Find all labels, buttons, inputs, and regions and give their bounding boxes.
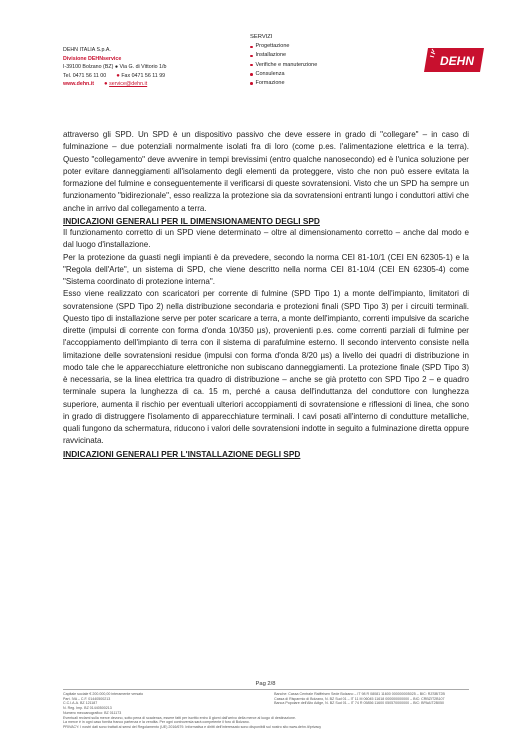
service-label: Installazione: [255, 52, 287, 59]
footer-note: Eventuali reclami sulla merce devono, sotto pena di scadenza, essere fatti per iscritto entro 8 giorni dall'arrivo della merce al luogo di destinazione.: [63, 715, 297, 720]
footer-line: Numero meccanografico: BZ 011173: [63, 710, 122, 715]
division-name: Divisione DEHNservice: [63, 55, 122, 62]
footer-note: La merce è in ogni caso fornita franco partenza e la vendita. Per ogni controversia sarà competente il foro di Bolzano.: [63, 720, 250, 725]
phone-number: Tel. 0471 56 11 00: [63, 72, 107, 79]
service-label: Progettazione: [255, 43, 290, 50]
company-block: [63, 46, 166, 89]
paragraph: Il funzionamento corretto di un SPD viene determinato – oltre al dimensionamento corretto – anche dal modo e dal luogo d'installazione.: [63, 228, 469, 250]
bullet-icon: [250, 73, 253, 76]
company-address: I-39100 Bolzano (BZ) ● Via G. di Vittorio 1/b: [63, 64, 167, 71]
email-link[interactable]: service@dehn.it: [109, 81, 148, 88]
paragraph: Per la protezione da guasti negli impianti è da prevedere, secondo la norma CEI 81-10/1 (CEI EN 62305-1) e la "Regola dell'Arte", un sistema di SPD, che viene descritto nella norma CEI 81-10/4 (CEI EN 62305-4) come "Sistema coordinato di protezione interna".: [63, 252, 469, 286]
bullet-icon: [250, 82, 253, 85]
web-line: [63, 80, 166, 89]
website-link[interactable]: www.dehn.it: [63, 81, 94, 88]
paragraph: attraverso gli SPD. Un SPD è un dispositivo passivo che deve essere in grado di "collegare" – in caso di fulminazione – due potenziali normalmente isolati fra di loro (come p.es. l'alimentazione elettrica e la terra). Questo "collegamento" deve avvenire in tempi brevissimi (entro qualche nanosecondo) ed è l'unica soluzione per poter evitare danneggiamenti all'isolamento degli elementi da proteggere, visto che non può essere evitata la formazione del fulmine e conseguentemente il verificarsi di queste sovratensioni. Visto che un SPD ha sempre un funzionamento "bidirezionale", esso realizza la protezione sia da sovratensioni entranti lungo i conduttori attivi che anche in arrivo dal collegamento a terra.: [63, 130, 469, 213]
service-item: [250, 70, 317, 79]
service-label: Formazione: [255, 80, 285, 87]
section-heading: INDICAZIONI GENERALI PER L'INSTALLAZIONE DEGLI SPD: [63, 448, 301, 459]
services-title: SERVIZI: [250, 34, 273, 40]
bullet-icon: ●: [104, 81, 108, 88]
dehn-logo: [424, 47, 484, 73]
footer-notes: [63, 716, 469, 730]
footer-line: Part. IVA – C.F. 01440500213: [63, 696, 111, 701]
page-number: Pag 2/8: [255, 681, 276, 687]
document-body: [63, 129, 469, 460]
footer-line: Banche: Cassa Centrale Raiffeisen Sede Bolzano – IT 98 R 08081 11600 000000005025 – BIC: RZSBIT2B: [274, 692, 445, 696]
fax-text: Fax 0471 56 11 99: [121, 72, 166, 79]
bullet-icon: ●: [116, 72, 120, 79]
footer-note: PRIVACY: I nostri dati sono trattati ai sensi del Regolamento (UE) 2016/679. Informativa e diritti dell'interessato sono disponibili sul nostro sito www.dehn.it/privacy: [63, 724, 322, 729]
company-name: DEHN ITALIA S.p.A.: [63, 47, 111, 53]
logo-text: DEHN: [439, 54, 475, 68]
email-wrap: [104, 80, 147, 89]
bullet-icon: [250, 46, 253, 49]
service-label: Consulenza: [255, 70, 285, 77]
letterhead: [0, 0, 531, 120]
bullet-icon: [250, 55, 253, 58]
service-item: [250, 79, 317, 88]
footer-line: C.C.I.A.A. BZ 121187: [63, 701, 98, 706]
footer-banks: [274, 692, 469, 716]
footer: [63, 689, 469, 730]
footer-line: N. Reg. Imp. BZ 01440500213: [63, 706, 112, 711]
footer-legal: [63, 692, 258, 716]
footer-line: Capitale sociale € 200.000,00 interamente versato: [63, 692, 144, 696]
service-item: [250, 51, 317, 60]
service-item: [250, 61, 317, 70]
phone-line: [63, 72, 166, 81]
footer-columns: [63, 692, 469, 716]
section-heading: INDICAZIONI GENERALI PER IL DIMENSIONAMENTO DEGLI SPD: [63, 215, 320, 226]
footer-line: Banca Popolare dell'Alto Adige, N. BZ Sud 01 – IT 74 R 05856 11600 050570000000 – BIC: BPAAIT2B050: [274, 701, 445, 706]
service-item: [250, 42, 317, 51]
footer-line: Cassa di Risparmio di Bolzano, N. BZ Sud 01 – IT 11 M 06045 11618 000000000000 – BIC: CRBZIT2B107: [274, 696, 445, 701]
fax-number: [116, 72, 165, 81]
services-list: [250, 33, 317, 88]
bullet-icon: [250, 64, 253, 67]
paragraph: Esso viene realizzato con scaricatori per corrente di fulmine (SPD Tipo 1) a monte dell'impianto, limitatori di sovratensione (SPD Tipo 2) nella distribuzione secondaria e protezioni finali (SPD Tipo 3) per i circuiti terminali. Questo tipo di installazione serve per poter scaricare a terra, a monte dell'impianto, correnti impulsive da scariche dirette (impulsi di corrente con forma d'onda 10/350 µs), provenienti p.es. come correnti parziali di fulmine per l'accoppiamento dell'impianto di terra con il sistema di parafulmine esterno. Il secondo intervento consiste nella limitazione delle sovratensioni residue (impulsi con forma d'onda 8/20 µs) a livello dei quadri di distribuzione in modo tale che le apparecchiature elettroniche non subiscano danneggiamenti. La protezione finale (SPD Tipo 3) è necessaria, se la linea elettrica tra quadro di distribuzione – anche se già protetto con SPD Tipo 2 – e quadro terminale supera la lunghezza di ca. 15 m, perché a causa dell'induttanza del conduttore con lunghezza superiore, aumenta il rischio per eventuali ulteriori accoppiamenti di sovratensione e riflessioni di linea, che sono in grado di distruggere l'isolamento di apparecchiature terminali. I cavi posati all'interno di condutture metalliche, quali fungono da schermatura, riducono i valori delle sovratensioni indotte in seguito a fulminazione diretta oppure ravvicinata.: [63, 289, 469, 446]
service-label: Verifiche e manutenzione: [255, 61, 318, 68]
